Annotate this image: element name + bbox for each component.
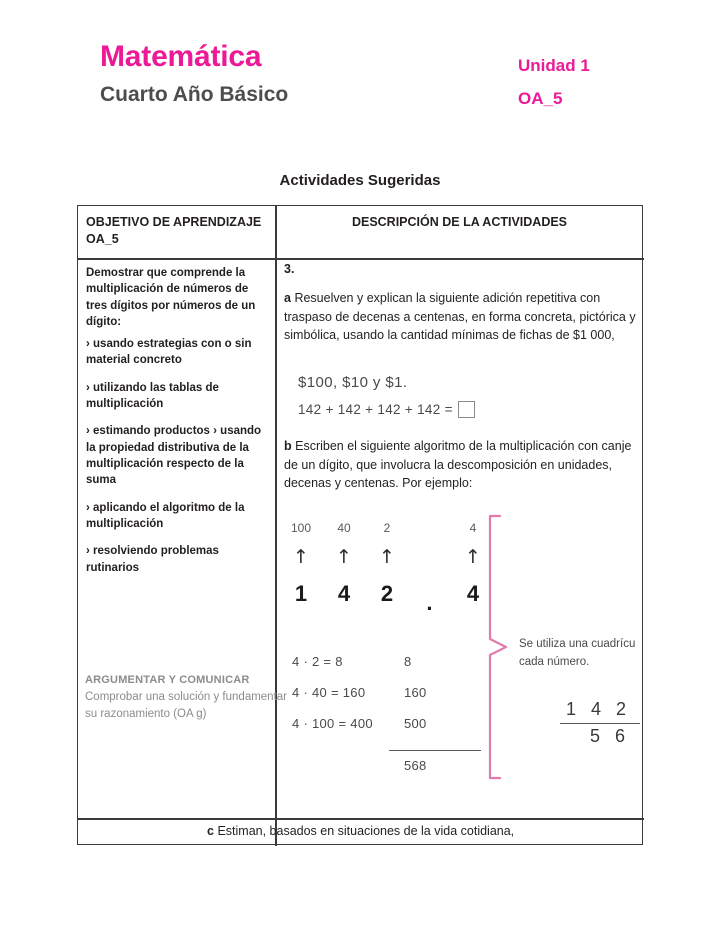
decomposition-column-hundreds (284, 522, 318, 605)
habilidad-block (85, 672, 300, 723)
item-b-text: Escriben el siguiente algoritmo de la multiplicación con canje de un dígito, que involucra la descomposición en unidades, decenas y centenas. Por ejemplo: (284, 439, 632, 490)
activity-number: 3. (284, 262, 295, 276)
decomposition-diagram (284, 522, 514, 652)
partial-product-row (284, 716, 514, 747)
partial-product-expression: 4 · 2 = 8 (292, 654, 343, 669)
vertical-multiplication-operand: 1 4 2 (566, 700, 632, 719)
decomposition-column-multiplier (456, 522, 490, 605)
pink-brace-icon (486, 514, 512, 780)
repeated-addition-line (298, 401, 475, 418)
objective-bullet: › aplicando el algoritmo de la multiplicación (86, 501, 245, 530)
item-a-text: Resuelven y explican la siguiente adición repetitiva con traspaso de decenas a centenas, en forma concreta, pictórica y simbólica, usando la cantidad mínimas de fichas de $1 000, (284, 291, 636, 342)
decomposition-label: 4 (469, 521, 477, 535)
activity-item-c (207, 822, 637, 841)
partial-product-value: 500 (404, 716, 427, 731)
partial-products-block (284, 654, 514, 773)
table-header-right: DESCRIPCIÓN DE LA ACTIVIDADES (351, 215, 568, 229)
objective-bullet: › usando estrategias con o sin material concreto (86, 338, 252, 367)
partial-product-expression: 4 · 100 = 400 (292, 716, 373, 731)
objective-bullet: › resolviendo problemas rutinarios (86, 545, 219, 574)
vertical-multiplication-result: 5 6 (590, 726, 631, 747)
repeated-addition-expression: 142 + 142 + 142 + 142 = (298, 402, 453, 417)
activity-item-a (284, 289, 636, 345)
decomposition-digit: 1 (294, 581, 308, 606)
brace-note-line-1: Se utiliza una cuadrícu (519, 638, 636, 650)
item-a-marker: a (284, 291, 291, 305)
multiplication-operator: · (426, 596, 434, 621)
partial-products-total: 568 (404, 758, 427, 773)
decomposition-column-units (370, 522, 404, 605)
decomposition-digit: 2 (380, 581, 394, 606)
decomposition-label: 40 (337, 521, 351, 535)
objective-statement: Demostrar que comprende la multiplicación de números de tres dígitos por números de un dígito: (86, 267, 256, 328)
brace-note (519, 636, 645, 672)
vertical-multiplication (560, 700, 644, 747)
activity-item-b (284, 437, 636, 493)
up-arrow-icon: ↑ (336, 546, 352, 568)
partial-product-value: 160 (404, 685, 427, 700)
subject-title: Matemática (100, 40, 262, 73)
habilidad-title: ARGUMENTAR Y COMUNICAR (85, 674, 250, 686)
decomposition-column-tens (327, 522, 361, 605)
decomposition-label: 100 (290, 521, 312, 535)
table-header-left: OBJETIVO DE APRENDIZAJE OA_5 (86, 215, 262, 246)
partial-product-row (284, 685, 514, 716)
column-divider (275, 206, 277, 846)
partial-product-expression: 4 · 40 = 160 (292, 685, 366, 700)
section-title: Actividades Sugeridas (279, 172, 441, 189)
partial-product-value: 8 (404, 654, 412, 669)
up-arrow-icon: ↑ (379, 546, 395, 568)
money-denominations: $100, $10 y $1. (298, 374, 408, 391)
grade-title: Cuarto Año Básico (100, 83, 289, 106)
objective-bullet-list (86, 336, 266, 587)
answer-box[interactable] (458, 401, 475, 418)
vertical-multiplication-rule (560, 723, 640, 724)
decomposition-label: 2 (383, 521, 391, 535)
item-b-marker: b (284, 439, 292, 453)
partial-product-row (284, 654, 514, 685)
objective-cell (78, 258, 275, 846)
oa-code-label: OA_5 (518, 89, 563, 108)
item-c-text: Estiman, basados en situaciones de la vida cotidiana, (217, 824, 515, 838)
habilidad-body: Comprobar una solución y fundamentar su razonamiento (OA g) (85, 690, 288, 720)
brace-note-line-2: cada número. (519, 655, 590, 668)
up-arrow-icon: ↑ (293, 546, 309, 568)
page-header (0, 0, 720, 130)
up-arrow-icon: ↑ (465, 546, 481, 568)
decomposition-digit: 4 (337, 581, 351, 606)
sum-rule-line (389, 750, 481, 751)
objective-bullet: › estimando productos › usando la propiedad distributiva de la multiplicación respecto de la suma (86, 425, 262, 487)
objective-bullet: › utilizando las tablas de multiplicación (86, 381, 219, 410)
decomposition-digit: 4 (466, 581, 480, 606)
unit-label: Unidad 1 (518, 56, 590, 75)
item-c-marker: c (207, 824, 214, 838)
